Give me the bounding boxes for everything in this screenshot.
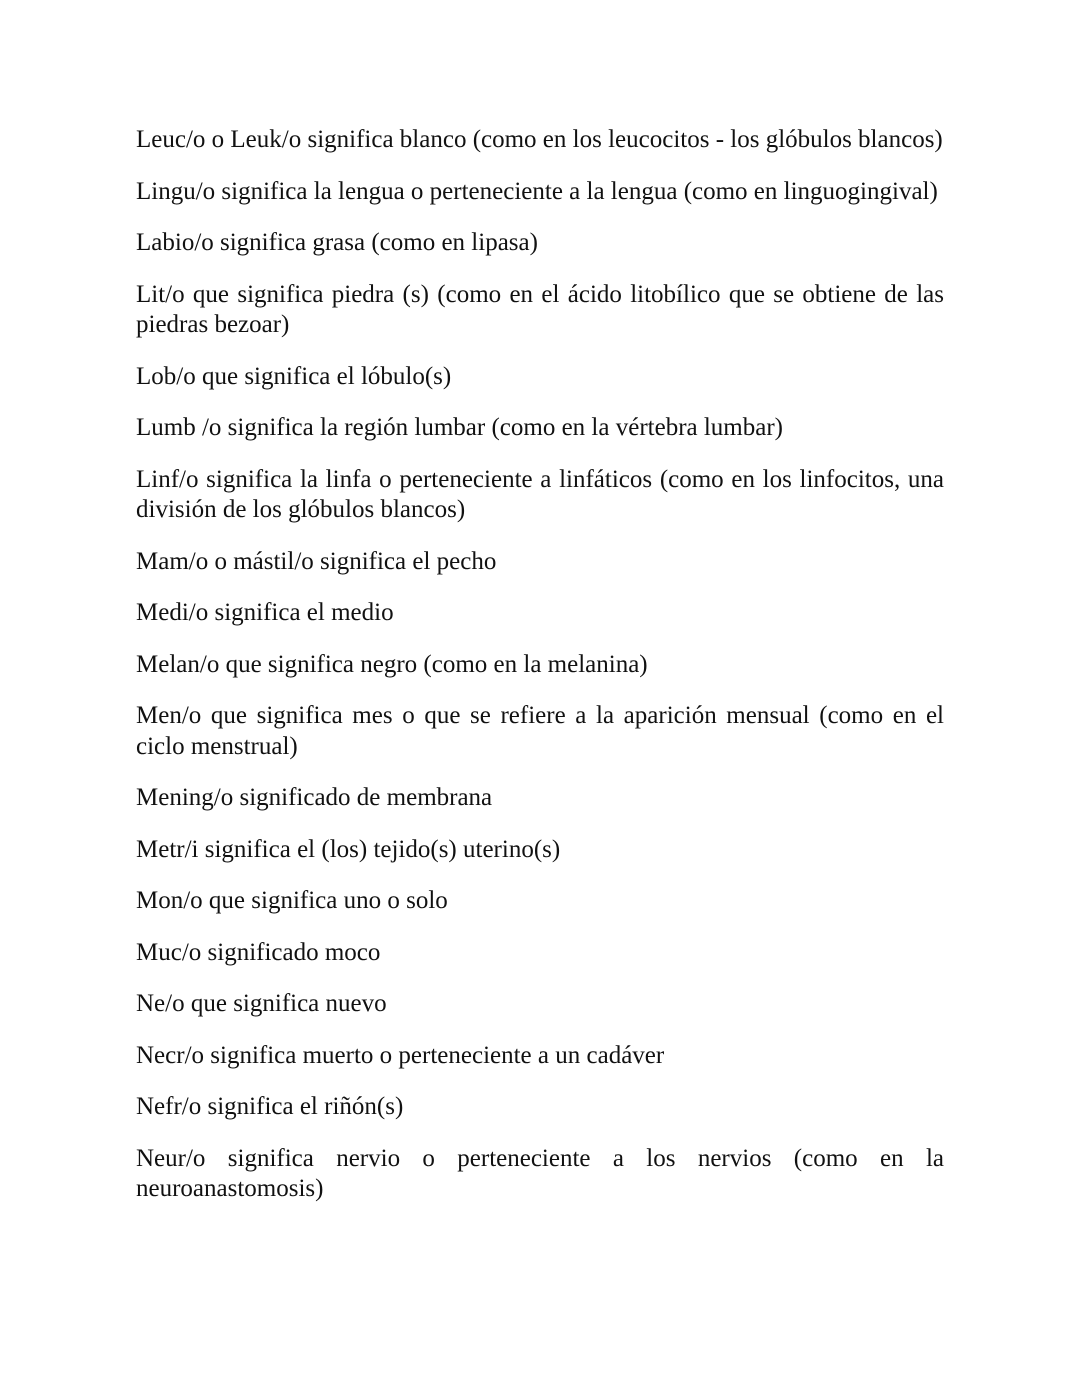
glossary-entry-medi: Medi/o significa el medio [136,599,394,626]
glossary-list [136,125,944,1226]
glossary-entry-mening: Mening/o significado de membrana [136,784,493,811]
glossary-entry-men: Men/o que significa mes o que se refiere a la aparición mensual (como en el ciclo menstrual) [136,702,944,760]
glossary-entry-lob: Lob/o que significa el lóbulo(s) [136,362,452,390]
glossary-entry-labio: Labio/o significa grasa (como en lipasa) [136,229,538,256]
glossary-entry-lingu: Lingu/o significa la lengua o perteneciente a la lengua (como en linguogingival) [136,177,938,205]
glossary-entry-linf: Linf/o significa la linfa o perteneciente a linfáticos (como en los linfocitos, una división de los glóbulos blancos) [136,465,944,523]
glossary-entry-mam: Mam/o o mástil/o significa el pecho [136,547,497,575]
glossary-entry-leuc: Leuc/o o Leuk/o significa blanco (como en los leucocitos - los glóbulos blancos) [136,126,943,153]
glossary-entry-necr: Necr/o significa muerto o perteneciente a un cadáver [136,1041,665,1069]
glossary-entry-mon: Mon/o que significa uno o solo [136,887,448,914]
glossary-entry-melan: Melan/o que significa negro (como en la melanina) [136,650,648,678]
glossary-entry-muc: Muc/o significado moco [136,938,381,966]
glossary-entry-nefr: Nefr/o significa el riñón(s) [136,1093,404,1120]
glossary-entry-lit: Lit/o que significa piedra (s) (como en el ácido litobílico que se obtiene de las piedras bezoar) [136,280,944,338]
glossary-entry-metr: Metr/i significa el (los) tejido(s) uterino(s) [136,835,561,863]
glossary-entry-neur: Neur/o significa nervio o perteneciente a los nervios (como en la neuroanastomosis) [136,1144,944,1202]
glossary-entry-lumb: Lumb /o significa la región lumbar (como en la vértebra lumbar) [136,414,783,441]
glossary-entry-ne: Ne/o que significa nuevo [136,990,387,1017]
